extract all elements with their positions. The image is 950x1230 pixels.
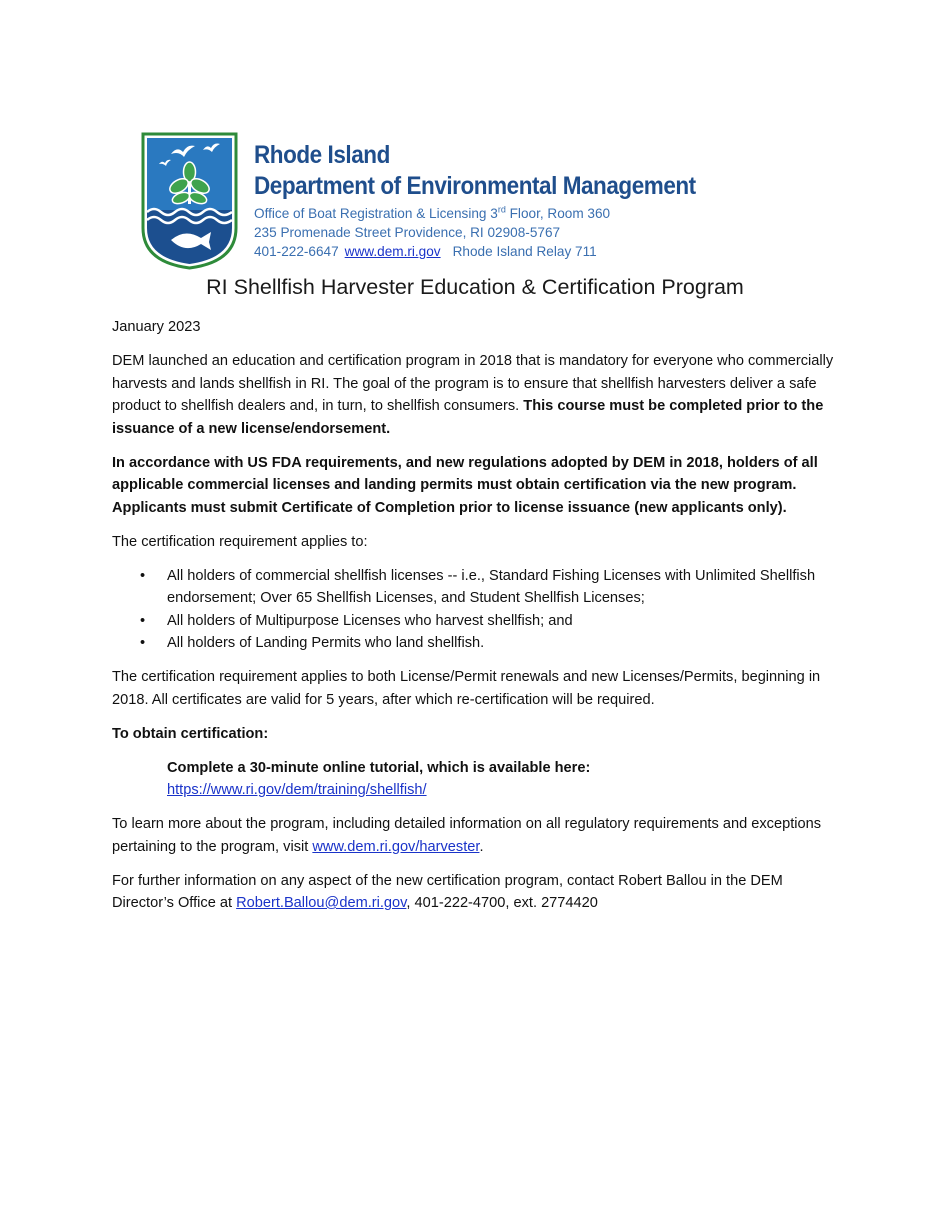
address-line3 (254, 242, 854, 261)
address-floor-suffix: rd (497, 204, 506, 215)
applies-intro: The certification requirement applies to: (112, 533, 368, 550)
renewal-paragraph: The certification requirement applies to both License/Permit renewals and new Licenses/Permits, beginning in 2018. All certificates are valid for 5 years, after which re-certification will be required. (112, 669, 821, 708)
obtain-heading: To obtain certification: (112, 725, 269, 742)
document-title: RI Shellfish Harvester Education & Certification Program (206, 275, 744, 299)
contact-phone: , 401-222-4700, ext. 2774420 (406, 895, 598, 911)
bullet-icon: • (140, 612, 146, 629)
learn-more-paragraph (112, 813, 842, 858)
list-item (112, 565, 842, 610)
intro-paragraph (112, 350, 842, 440)
intro-bold-text: This course must be completed prior to the issuance of a new license/endorsement. (112, 398, 824, 437)
org-name-line1: Rhode Island (254, 141, 390, 169)
fda-requirements-paragraph: In accordance with US FDA requirements, and new regulations adopted by DEM in 2018, holders of all applicable commercial licenses and landing permits must obtain certification via the new program. Applicants must submit Certificate of Completion prior to license issuance (new applicants only). (112, 454, 818, 516)
letterhead (141, 132, 841, 272)
learn-more-text: To learn more about the program, including detailed information on all regulatory requirements and exceptions pertaining to the program, visit (112, 816, 822, 855)
applies-list (112, 565, 842, 655)
list-item-text: All holders of Landing Permits who land shellfish. (167, 635, 485, 651)
address-room: Floor, Room 360 (505, 206, 611, 221)
address-line1 (254, 204, 854, 223)
list-item-text: All holders of commercial shellfish licenses -- i.e., Standard Fishing Licenses with Unlimited Shellfish endorsement; Over 65 Shellfish Licenses, and Student Shellfish Licenses; (167, 567, 816, 606)
org-name-line2: Department of Environmental Management (254, 172, 696, 200)
bullet-icon: • (140, 635, 146, 651)
ri-dem-logo (141, 132, 238, 270)
tutorial-link[interactable]: https://www.ri.gov/dem/training/shellfish/ (167, 782, 427, 798)
harvester-link[interactable]: www.dem.ri.gov/harvester (312, 838, 480, 855)
list-item (112, 632, 842, 655)
address-line2: 235 Promenade Street Providence, RI 02908-5767 (254, 225, 561, 240)
document-body (112, 316, 842, 926)
list-item (112, 610, 842, 633)
relay-number: Rhode Island Relay 711 (452, 244, 597, 259)
contact-text: For further information on any aspect of the new certification program, contact Robert Ballou in the DEM Director’s Office at (112, 872, 783, 911)
intro-text: DEM launched an education and certification program in 2018 that is mandatory for everyone who commercially harvests and lands shellfish in RI. The goal of the program is to ensure that shellfish harvesters deliver a safe product to shellfish dealers and, in turn, to shellfish consumers. (112, 353, 834, 414)
tutorial-text: Complete a 30-minute online tutorial, which is available here: (167, 759, 591, 776)
tutorial-paragraph (112, 757, 842, 802)
list-item-text: All holders of Multipurpose Licenses who harvest shellfish; and (167, 612, 573, 629)
bullet-icon: • (140, 567, 146, 584)
learn-more-end: . (479, 838, 484, 855)
contact-email-link[interactable]: Robert.Ballou@dem.ri.gov (236, 895, 407, 911)
website-link[interactable]: www.dem.ri.gov (344, 244, 441, 259)
address-office: Office of Boat Registration & Licensing 3 (254, 206, 498, 221)
contact-paragraph (112, 870, 842, 915)
date-line: January 2023 (112, 319, 201, 335)
phone-number: 401-222-6647 (254, 244, 339, 259)
org-block (254, 140, 854, 261)
